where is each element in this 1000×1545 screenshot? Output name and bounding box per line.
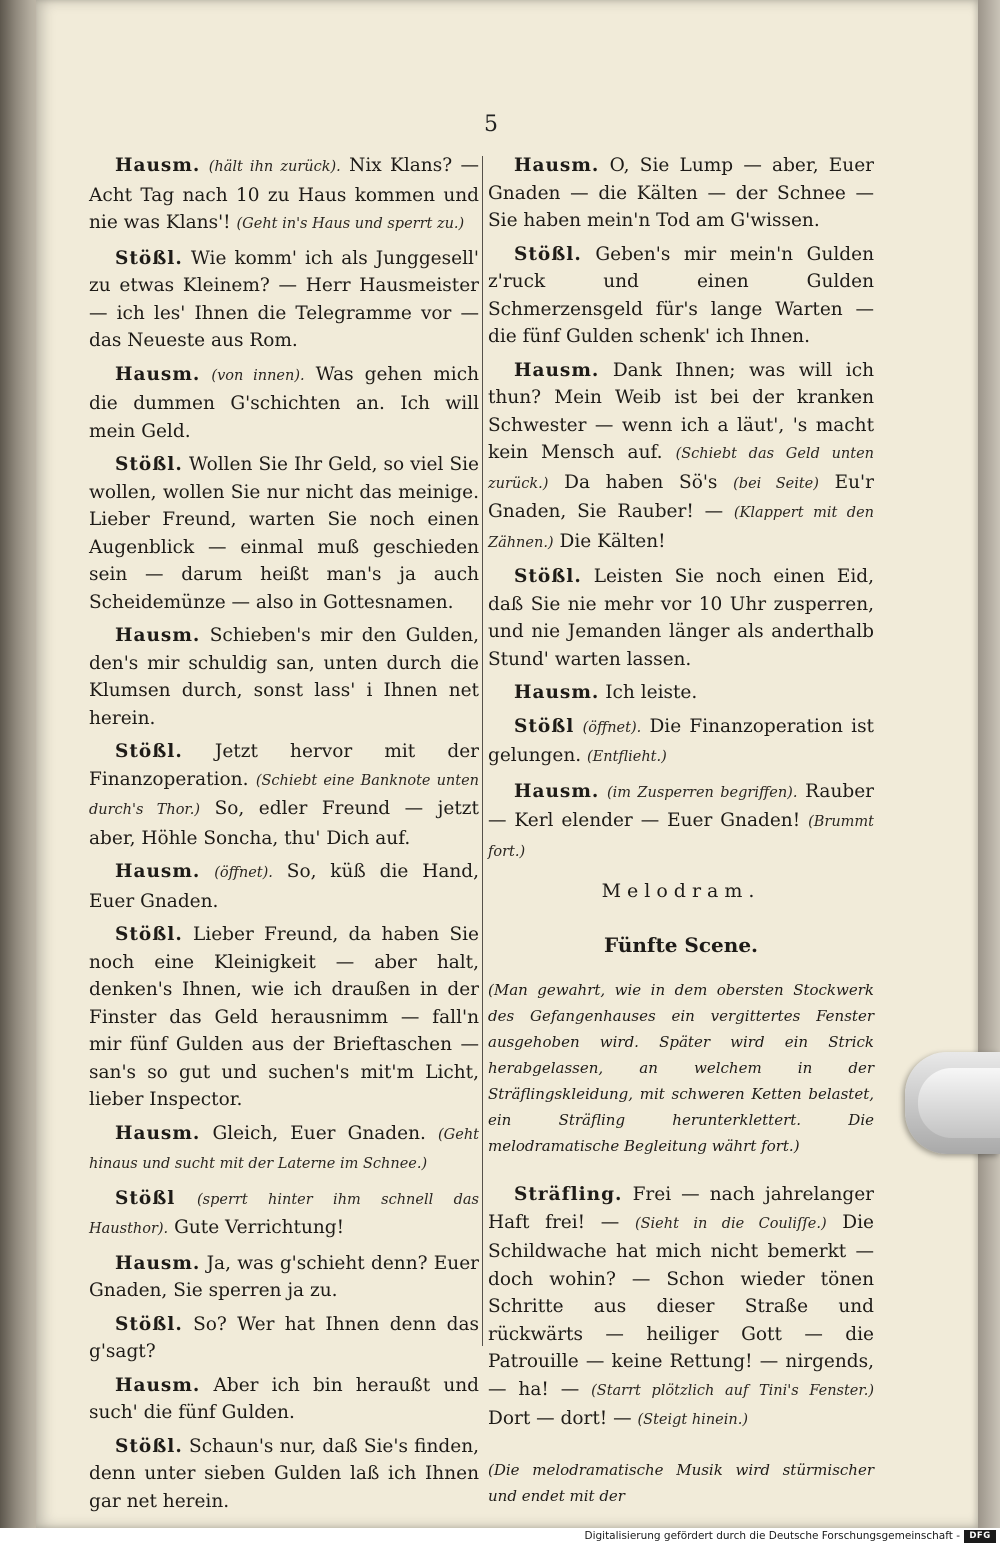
dialogue-line: Stößl. Wollen Sie Ihr Geld, so viel Sie wollen, wollen Sie nur nicht das meinige. Lieber Freund, warten Sie noch einen Augenblick — einmal muß geschieden sein — darum heißt man's ja auch Scheidemünze — also in Gottesnamen. xyxy=(89,454,479,613)
column-divider xyxy=(482,156,483,1346)
right-column xyxy=(488,152,874,1515)
dialogue-line: Hausm. Ich leiste. xyxy=(514,682,698,703)
scene-title: Fünfte Scene. xyxy=(603,932,759,957)
footer-bar xyxy=(0,1528,1000,1545)
dialogue-line: Hausm. (öffnet). So, küß die Hand, Euer Gnaden. xyxy=(89,861,479,912)
dfg-logo: DFG xyxy=(964,1530,996,1543)
dialogue-line: Stößl. Schaun's nur, daß Sie's finden, denn unter sieben Gulden laß ich Ihnen gar net herein. xyxy=(89,1435,479,1512)
dialogue-line: Stößl (sperrt hinter ihm schnell das Hausthor). Gute Verrichtung! xyxy=(89,1187,479,1238)
stage-direction: (Man gewahrt, wie in dem obersten Stockwerk des Gefangenhauses ein vergittertes Fenster ausgehoben wird. Später wird ein Strick herabgelassen, an welchem in der Sträflingskleidung, mit schweren Ketten belastet, ein Sträfling herunterklettert. Die melodramatische Begleitung währt fort.) xyxy=(488,981,874,1155)
page-number: 5 xyxy=(484,112,498,137)
page-edge xyxy=(978,0,1000,1528)
dialogue-line: Hausm. (im Zusperren begriffen). Rauber — Kerl elender — Euer Gnaden! (Brummt fort.) xyxy=(488,780,875,860)
dialogue-line: Hausm. Ja, was g'schieht denn? Euer Gnaden, Sie sperren ja zu. xyxy=(89,1252,479,1301)
final-stage-direction: (Die melodramatische Musik wird stürmischer und endet mit der xyxy=(488,1460,874,1505)
melodram-heading: Melodram. xyxy=(601,880,761,902)
dialogue-line: Stößl. Wie komm' ich als Junggesell' zu etwas Kleinem? — Herr Hausmeister — ich les' Ihnen die Telegramme vor — das Neueste aus Rom. xyxy=(89,247,479,351)
dialogue-line: Stößl. Jetzt hervor mit der Finanzoperation. (Schiebt eine Banknote unten durch's Thor.) So, edler Freund — jetzt aber, Höhle Soncha, thu' Dich auf. xyxy=(89,741,480,849)
dialogue-line: Hausm. O, Sie Lump — aber, Euer Gnaden — die Kälten — der Schnee — Sie haben mein'n Tod am G'wissen. xyxy=(488,155,874,231)
footer-credit: Digitalisierung gefördert durch die Deutsche Forschungsgemeinschaft - xyxy=(584,1530,960,1542)
dialogue-line: Hausm. (von innen). Was gehen mich die dummen G'schichten an. Ich will mein Geld. xyxy=(89,363,479,442)
left-column xyxy=(89,152,479,1521)
dialogue-line: Hausm. Gleich, Euer Gnaden. (Geht hinaus und sucht mit der Laterne im Schnee.) xyxy=(89,1122,480,1172)
dialogue-line: Hausm. (hält ihn zurück). Nix Klans? — Acht Tag nach 10 zu Haus kommen und nie was Klans'! (Geht in's Haus und sperrt zu.) xyxy=(89,155,479,233)
scanner-clip-inner xyxy=(918,1068,1000,1138)
dialogue-line: Stößl. Geben's mir mein'n Gulden z'ruck und einen Gulden Schmerzensgeld für's lange Warten — die fünf Gulden schenk' ich Ihnen. xyxy=(488,243,874,347)
dialogue-line: Stößl. Lieber Freund, da haben Sie noch eine Kleinigkeit — aber halt, denken's Ihnen, wie ich draußen in der Finster das Geld herausnimm — fall'n mir fünf Gulden aus der Brieftaschen — san's so gut und suchen's mit'm Licht, lieber Inspector. xyxy=(89,924,479,1110)
dialogue-line: Stößl. So? Wer hat Ihnen denn das g'sagt? xyxy=(89,1313,479,1362)
dialogue-line: Hausm. Dank Ihnen; was will ich thun? Mein Weib ist bei der kranken Schwester — wenn ich a läut', 's macht kein Mensch auf. (Schiebt das Geld unten zurück.) Da haben Sö's (bei Seite) Eu'r Gnaden, Sie Rauber! — (Klappert mit den Zähnen.) Die Kälten! xyxy=(488,359,874,552)
dialogue-line: Stößl (öffnet). Die Finanzoperation ist gelungen. (Entflieht.) xyxy=(488,715,874,766)
dialogue-line: Hausm. Schieben's mir den Gulden, den's mir schuldig san, unten durch die Klumsen durch, sonst lass' i Ihnen net herein. xyxy=(89,625,479,729)
dialogue-line: Stößl. Leisten Sie noch einen Eid, daß Sie nie mehr vor 10 Uhr zusperren, und nie Jemanden länger als anderthalb Stund' warten lassen. xyxy=(488,566,874,670)
dialogue-line: Hausm. Aber ich bin heraußt und such' die fünf Gulden. xyxy=(89,1374,479,1423)
dialogue-line: Sträfling. Frei — nach jahrelanger Haft frei! — (Sieht in die Couliſſe.) Die Schildwache hat mich nicht bemerkt — doch wohin? — Schon wieder tönen Schritte aus dieser Straße und rückwärts — heiliger Gott — die Patrouille — keine Rettung! — nirgends, — ha! — (Starrt plötzlich auf Tini's Fenster.) Dort — dort! — (Steigt hinein.) xyxy=(488,1184,874,1429)
